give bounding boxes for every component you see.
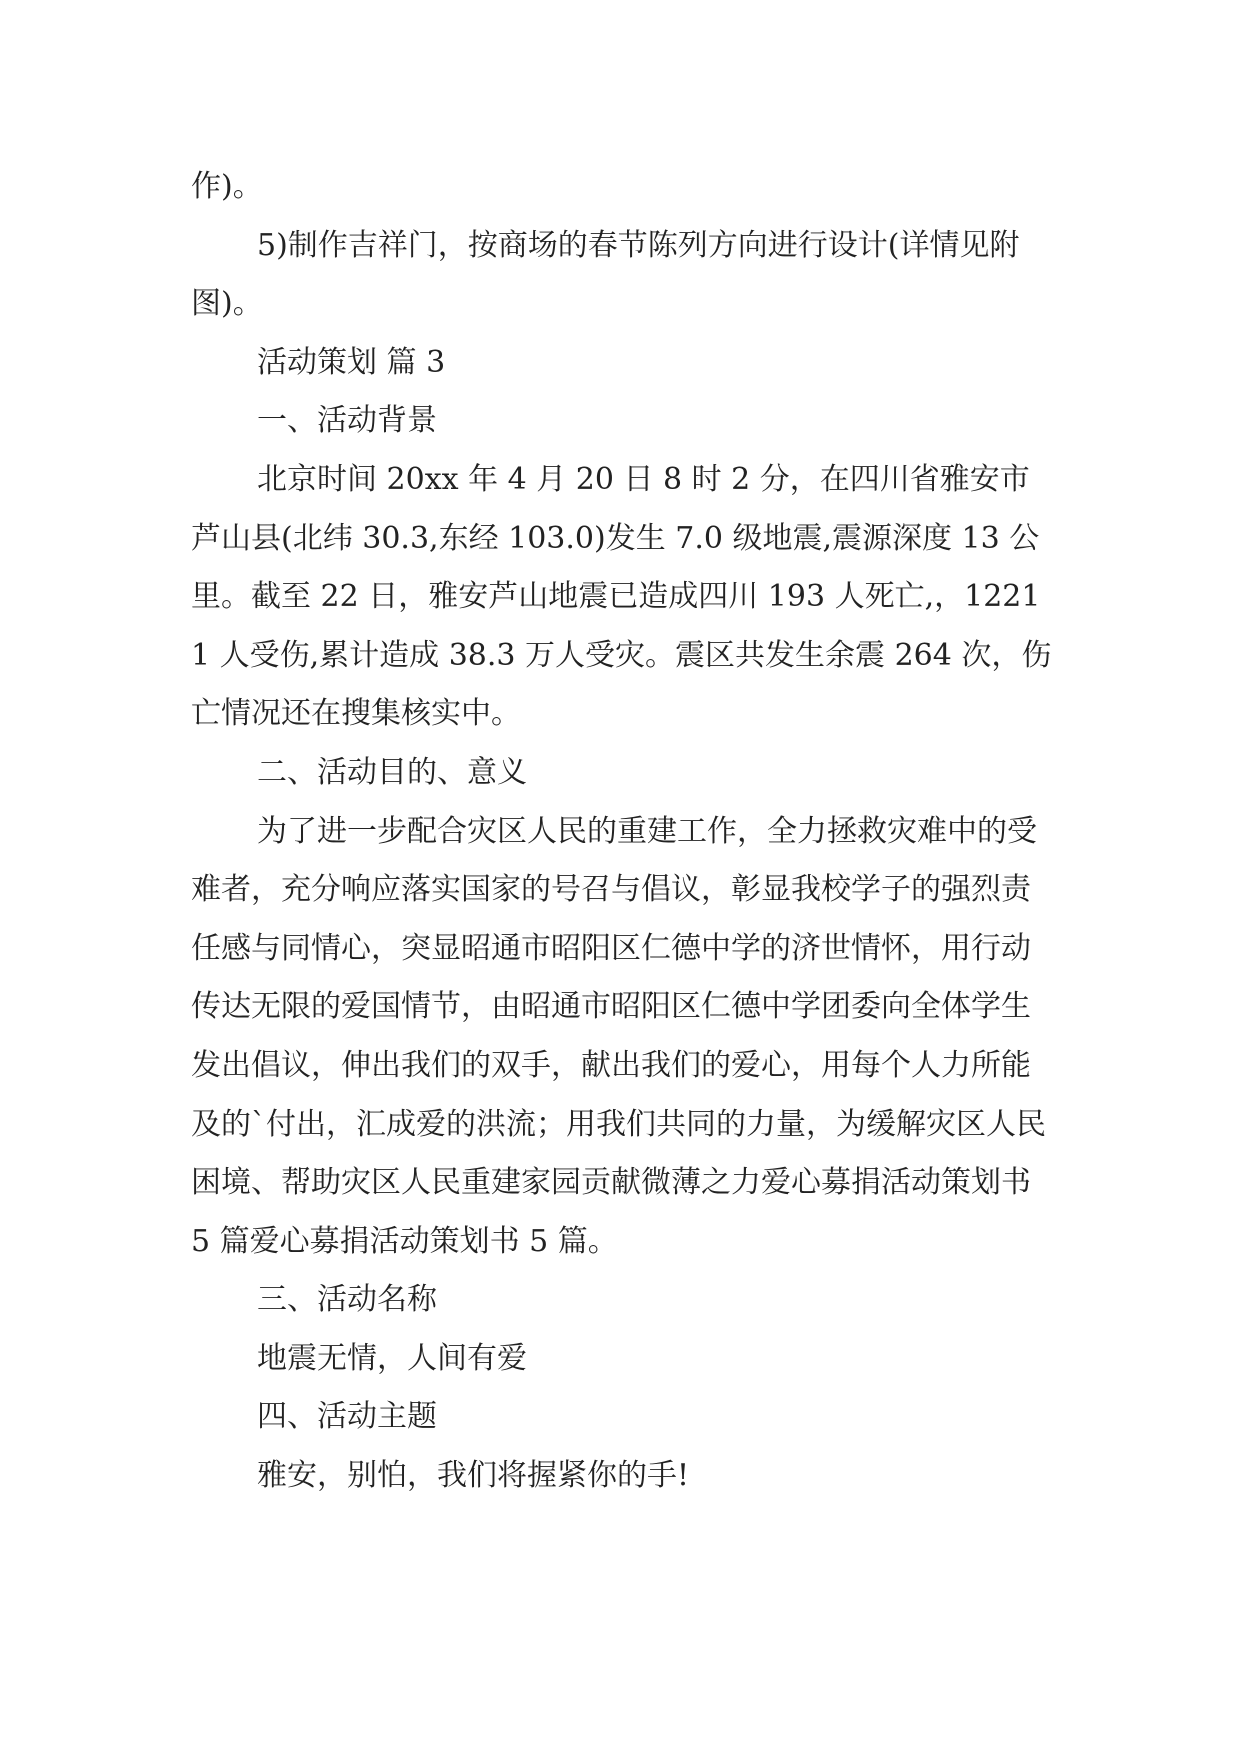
paragraph-purpose: 为了进一步配合灾区人民的重建工作，全力拯救灾难中的受难者，充分响应落实国家的号召与倡议，彰显我校学子的强烈责任感与同情心，突显昭通市昭阳区仁德中学的济世情怀，用行动传达无限的爱国情节，由昭通市昭阳区仁德中学团委向全体学生发出倡议，伸出我们的双手，献出我们的爱心，用每个人力所能及的`付出，汇成爱的洪流；用我们共同的力量，为缓解灾区人民困境、帮助灾区人民重建家园贡献微薄之力爱心募捐活动策划书 5 篇爱心募捐活动策划书 5 篇。 (191, 813, 1046, 1259)
document-body (191, 158, 1057, 1506)
heading-purpose: 二、活动目的、意义 (257, 754, 527, 790)
heading-name: 三、活动名称 (257, 1282, 437, 1318)
heading-background: 一、活动背景 (257, 403, 437, 439)
paragraph-theme: 雅安，别怕，我们将握紧你的手! (257, 1458, 690, 1494)
paragraph-name: 地震无情，人间有爱 (257, 1340, 527, 1376)
paragraph-background: 北京时间 20xx 年 4 月 20 日 8 时 2 分，在四川省雅安市芦山县(北纬 30.3,东经 103.0)发生 7.0 级地震,震源深度 13 公里。截至 22 日，雅安芦山地震已造成四川 193 人死亡,，12211 人受伤,累计造成 38.3 万人受灾。震区共发生余震 264 次，伤亡情况还在搜集核实中。 (191, 461, 1052, 732)
paragraph-continuation: 作)。 (191, 169, 263, 204)
heading-theme: 四、活动主题 (257, 1399, 437, 1435)
paragraph-item-5: 5)制作吉祥门，按商场的春节陈列方向进行设计(详情见附图)。 (191, 227, 1020, 322)
section-title: 活动策划 篇 3 (257, 344, 446, 380)
